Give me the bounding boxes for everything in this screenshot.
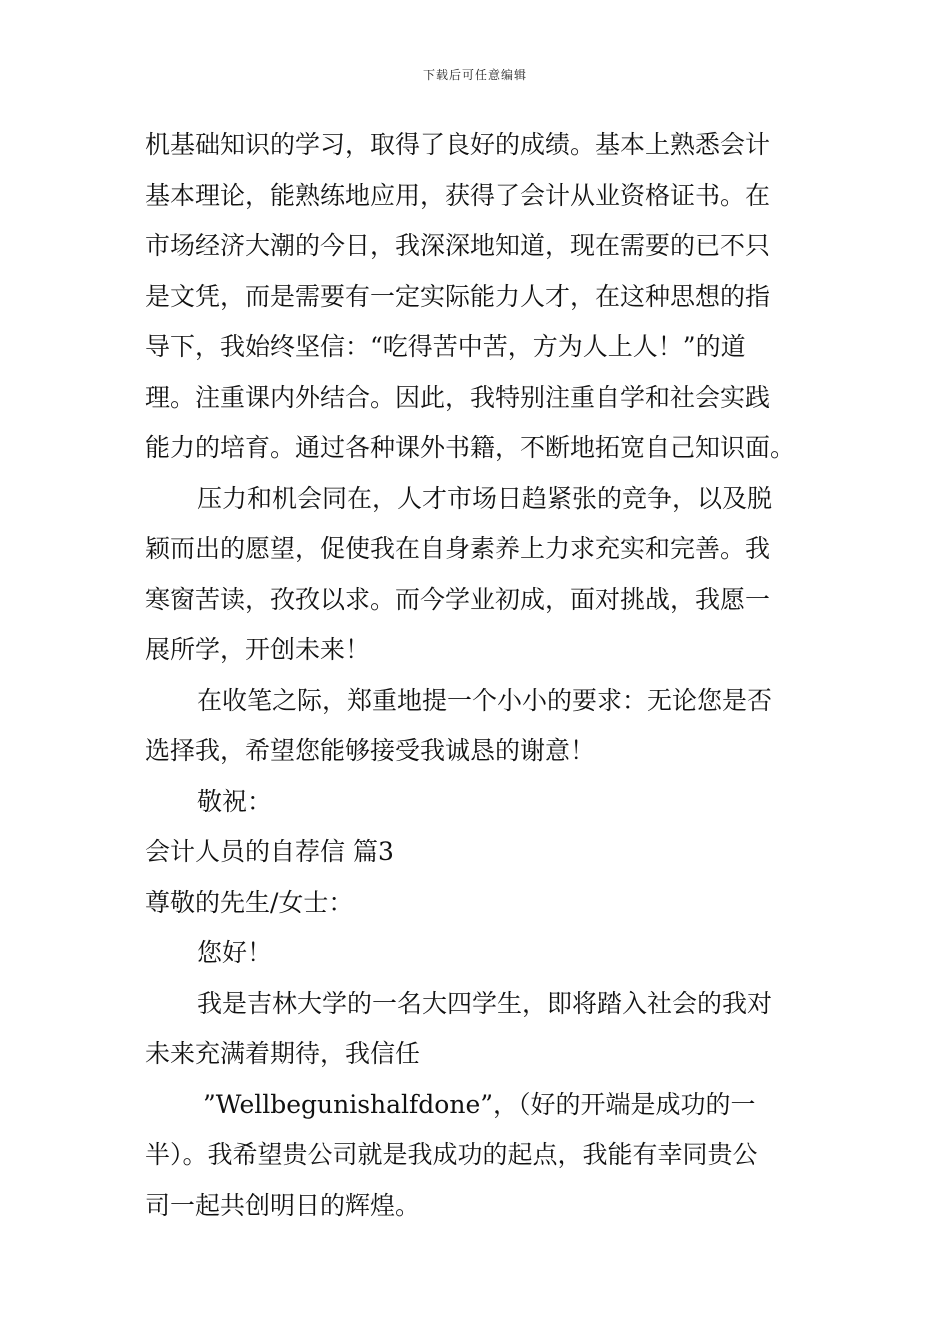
section-title: 会计人员的自荐信 篇3	[145, 837, 394, 866]
text-line: 机基础知识的学习，取得了良好的成绩。基本上熟悉会计	[145, 130, 771, 159]
paragraph-start-line: 压力和机会同在，人才市场日趋紧张的竞争，以及脱	[197, 483, 773, 513]
text-line: 能力的培育。通过各种课外书籍，不断地拓宽自己知识面。	[145, 433, 796, 462]
text-line: 司一起共创明日的辉煌。	[145, 1190, 421, 1220]
closing-salutation: 敬祝：	[197, 786, 273, 816]
text-line: 理。注重课内外结合。因此，我特别注重自学和社会实践	[145, 382, 771, 412]
quote-line: ”Wellbegunishalfdone”，（好的开端是成功的一	[203, 1089, 756, 1119]
greeting: 您好！	[197, 938, 273, 967]
page-header: 下载后可任意编辑	[422, 68, 527, 82]
text-line: 未来充满着期待，我信任	[145, 1039, 421, 1068]
greeting-addressee: 尊敬的先生/女士：	[145, 887, 354, 917]
paragraph-start-line: 在收笔之际，郑重地提一个小小的要求：无论您是否	[197, 685, 773, 715]
text-line: 半）。我希望贵公司就是我成功的起点，我能有幸同贵公	[145, 1140, 758, 1169]
paragraph-start-line: 我是吉林大学的一名大四学生，即将踏入社会的我对	[197, 988, 773, 1018]
text-line: 展所学，开创未来！	[145, 635, 371, 664]
text-line: 寒窗苦读，孜孜以求。而今学业初成，面对挑战，我愿一	[145, 584, 771, 614]
text-line: 颖而出的愿望，促使我在自身素养上力求充实和完善。我	[145, 534, 771, 563]
text-line: 选择我，希望您能够接受我诚恳的谢意！	[145, 736, 596, 765]
text-line: 市场经济大潮的今日，我深深地知道，现在需要的已不只	[145, 231, 771, 260]
document-body	[145, 120, 810, 1231]
text-line: 基本理论，能熟练地应用，获得了会计从业资格证书。在	[145, 180, 771, 210]
text-line: 是文凭，而是需要有一定实际能力人才，在这种思想的指	[145, 281, 771, 311]
text-line: 导下，我始终坚信：“吃得苦中苦，方为人上人！”的道	[145, 332, 746, 361]
